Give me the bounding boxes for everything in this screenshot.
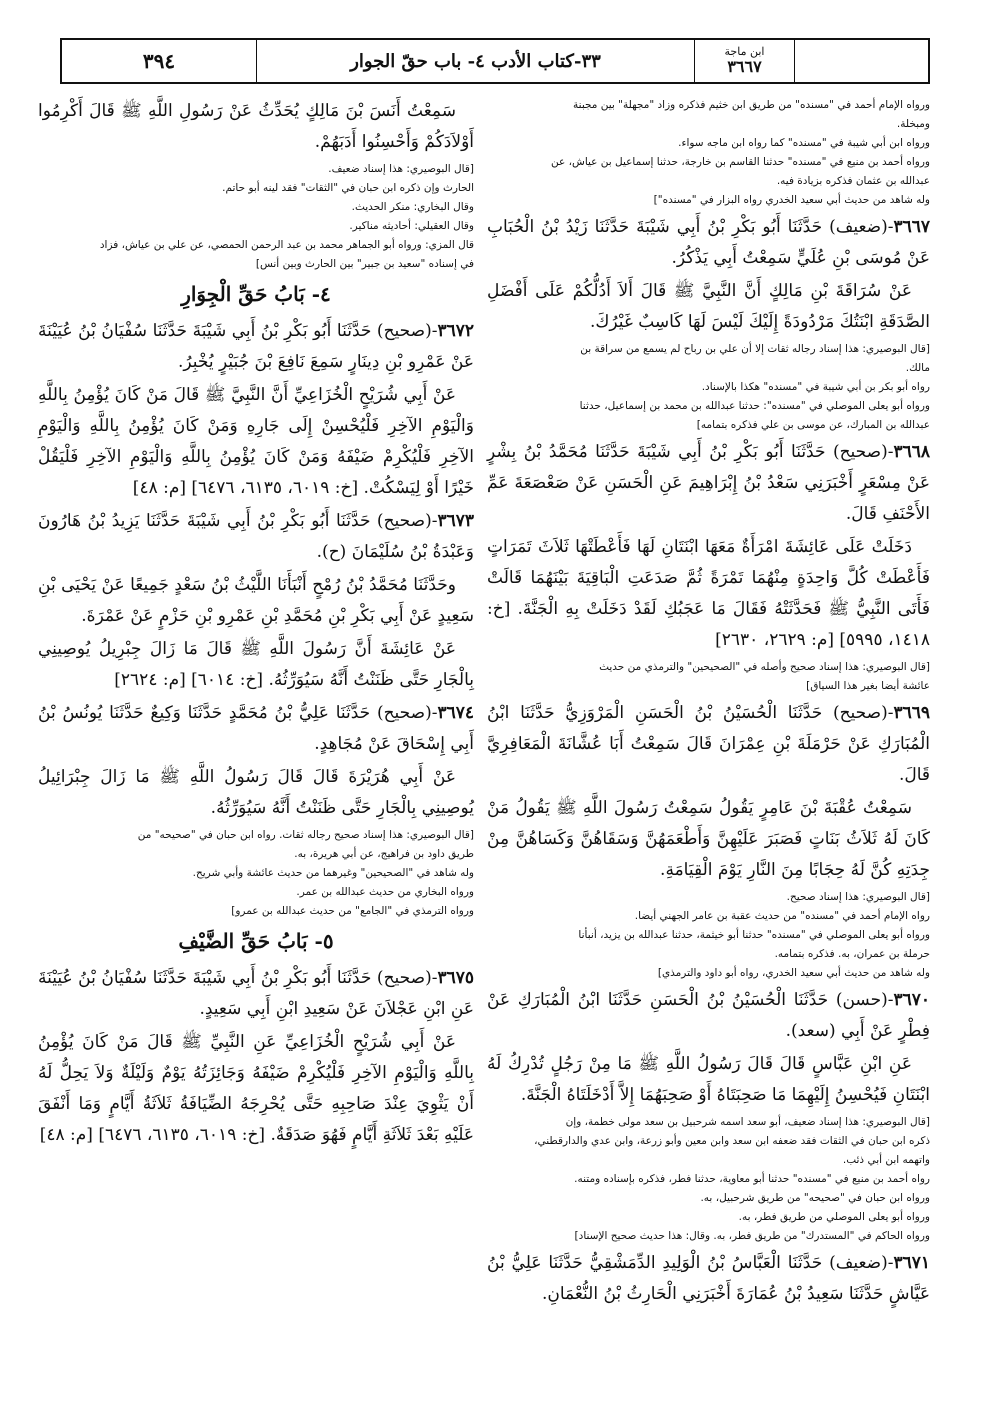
- isnad-text: -(ضعيف) حَدَّثَنَا أَبُو بَكْرِ بْنُ أَبِي شَيْبَةَ حَدَّثَنَا زَيْدُ بْنُ الْحُبَابِ عَنْ مُوسَى بْنِ عُلَيٍّ سَمِعْتُ أَبِي يَذْكُرُ.: [487, 217, 930, 268]
- header-empty-cell: [794, 40, 928, 82]
- isnad-text: -(صحيح) حَدَّثَنَا أَبُو بَكْرِ بْنُ أَبِي شَيْبَةَ حَدَّثَنَا يَزِيدُ بْنُ هَارُونَ وَعَبْدَةُ بْنُ سُلَيْمَانَ (ح).: [38, 511, 474, 562]
- hadith-text: وحَدَّثَنَا مُحَمَّدُ بْنُ رُمْحٍ أَنْبَأَنَا اللَّيْثُ بْنُ سَعْدٍ جَمِيعًا عَنْ يَحْيَى بْنِ سَعِيدٍ عَنْ أَبِي بَكْرِ بْنِ مُحَمَّدِ بْنِ عَمْرِو بْنِ حَزْمٍ عَنْ عَمْرَةَ.: [38, 575, 474, 626]
- footnote-line: وله شاهد في "الصحيحين" وغيرهما من حديث عائشة وأبي شريح.: [192, 867, 474, 879]
- footnote-line: ورواه الإمام أحمد في "مسنده" من طريق ابن خثيم فذكره وزاد "مجهلة" بين مجبنة: [573, 99, 930, 111]
- footnote-line: رواه الإمام أحمد في "مسنده" من حديث عقبة بن عامر الجهني أيضا.: [634, 910, 930, 922]
- footnote-line: عائشة أيضا بغير هذا السياق]: [806, 680, 930, 692]
- footnote-line: ورواه البخاري من حديث عبدالله بن عمر.: [296, 886, 474, 898]
- footnote-line: وله شاهد من حديث أبي سعيد الخدري رواه البزار في "مسنده"]: [653, 194, 930, 206]
- hadith-text: عَنْ أَبِي شُرَيْحٍ الْخُزَاعِيِّ أَنَّ النَّبِيَّ ﷺ قَالَ مَنْ كَانَ يُؤْمِنُ بِاللَّهِ وَالْيَوْمِ الآخِرِ فَلْيُحْسِنْ إِلَى جَارِهِ وَمَنْ كَانَ يُؤْمِنُ بِاللَّهِ وَالْيَوْمِ الآخِرِ فَلْيُكْرِمْ ضَيْفَهُ وَمَنْ كَانَ يُؤْمِنُ بِاللَّهِ وَالْيَوْمِ الآخِرِ فَلْيَقُلْ خَيْرًا أَوْ لِيَسْكُتْ. [خ: ٦٠١٩، ٦١٣٥، ٦٤٧٦] [م: ٤٨]: [38, 385, 474, 498]
- hadith-text: سَمِعْتُ عُقْبَةَ بْنَ عَامِرٍ يَقُولُ سَمِعْتُ رَسُولَ اللَّهِ ﷺ يَقُولُ مَنْ كَانَ لَهُ ثَلاَثُ بَنَاتٍ فَصَبَرَ عَلَيْهِنَّ وَأَطْعَمَهُنَّ وَسَقَاهُنَّ وَكَسَاهُنَّ مِنْ جِدَتِهِ كُنَّ لَهُ حِجَابًا مِنَ النَّارِ يَوْمَ الْقِيَامَةِ.: [487, 798, 930, 880]
- hadith-isnad: [487, 437, 930, 530]
- isnad-text: -(حسن) حَدَّثَنَا الْحُسَيْنُ بْنُ الْحَسَنِ حَدَّثَنَا ابْنُ الْمُبَارَكِ عَنْ فِطْرٍ عَنْ أَبِي (سعد).: [487, 990, 930, 1041]
- hadith-number: ٣٦٦٩: [893, 703, 930, 723]
- hadith-isnad: [487, 1248, 930, 1310]
- hadith-text: سَمِعْتُ أَنَسَ بْنَ مَالِكٍ يُحَدِّثُ عَنْ رَسُولِ اللَّهِ ﷺ قَالَ أَكْرِمُوا أَوْلاَدَكُمْ وَأَحْسِنُوا أَدَبَهُمْ.: [38, 101, 474, 152]
- footnote-line: [قال البوصيري: هذا إسناد رجاله ثقات إلا أن علي بن رباح لم يسمع من سراقة بن: [580, 343, 930, 355]
- footnote-block: [487, 658, 930, 696]
- hadith-number: ٣٦٦٨: [893, 442, 930, 462]
- footnote-line: عبدالله بن عثمان فذكره بزيادة فيه.: [776, 175, 930, 187]
- footnote-line: وله شاهد من حديث أبي سعيد الخدري، رواه أبو داود والترمذي]: [657, 967, 930, 979]
- footnote-line: [قال البوصيري: هذا إسناد ضعيف، أبو سعد اسمه شرحبيل بن سعد مولى خطمة، وإن: [565, 1116, 930, 1128]
- footnote-line: ورواه ابن أبي شيبة في "مسنده" كما رواه ابن ماجه سواء.: [678, 137, 930, 149]
- hadith-isnad: [487, 985, 930, 1047]
- footnote-line: [قال البوصيري: هذا إسناد صحيح وأصله في "الصحيحين" والترمذي من حديث: [599, 661, 930, 673]
- footnote-block: [487, 340, 930, 435]
- hadith-text: دَخَلَتْ عَلَى عَائِشَةَ امْرَأَةٌ مَعَهَا ابْنَتَانِ لَهَا فَأَعْطَتْهَا ثَلاَثَ تَمَرَاتٍ فَأَعْطَتْ كُلَّ وَاحِدَةٍ مِنْهُمَا تَمْرَةً ثُمَّ صَدَعَتِ الْبَاقِيَةَ بَيْنَهُمَا قَالَتْ فَأَتَى النَّبِيُّ ﷺ فَحَدَّثَتْهُ فَقَالَ مَا عَجَبُكِ لَقَدْ دَخَلَتْ بِهِ الْجَنَّةَ. [خ: ١٤١٨، ٥٩٩٥] [م: ٢٦٢٩، ٢٦٣٠]: [487, 537, 930, 650]
- hadith-number: ٣٦٦٧: [893, 217, 930, 237]
- footnote-line: [قال البوصيري: هذا إسناد صحيح.: [786, 891, 930, 903]
- hadith-text: عَنْ أَبِي هُرَيْرَةَ قَالَ قَالَ رَسُولُ اللَّهِ ﷺ مَا زَالَ جِبْرَائِيلُ يُوصِينِي بِالْجَارِ حَتَّى ظَنَنْتُ أَنَّهُ سَيُوَرِّثُهُ.: [38, 767, 474, 818]
- hadith-text: عَنْ أَبِي شُرَيْحٍ الْخُزَاعِيِّ عَنِ النَّبِيِّ ﷺ قَالَ مَنْ كَانَ يُؤْمِنُ بِاللَّهِ وَالْيَوْمِ الآخِرِ فَلْيُكْرِمْ ضَيْفَهُ وَجَائِزَتُهُ يَوْمٌ وَلَيْلَةٌ وَلاَ يَحِلُّ لَهُ أَنْ يَثْوِيَ عِنْدَ صَاحِبِهِ حَتَّى يُحْرِجَهُ الضِّيَافَةُ ثَلاَثَةُ أَيَّامٍ وَمَا أَنْفَقَ عَلَيْهِ بَعْدَ ثَلاَثَةِ أَيَّامٍ فَهُوَ صَدَقَةٌ. [خ: ٦٠١٩، ٦١٣٥، ٦٤٧٦] [م: ٤٨]: [38, 1032, 474, 1145]
- footnote-line: واتهمه ابن أبي ذئب.: [842, 1154, 930, 1166]
- footnote-line: ورواه أبو يعلى الموصلي في "مسنده" حدثنا أبو خيثمة، حدثنا عبدالله بن يزيد، أنبأنا: [578, 929, 930, 941]
- footnote-line: ومبخلة.: [896, 118, 930, 130]
- hadith-number: ٣٦٧٣: [437, 511, 474, 531]
- footnote-block: [38, 160, 474, 274]
- footnote-block: [487, 96, 930, 210]
- footnote-line: ورواه أحمد بن منيع في "مسنده" حدثنا القاسم بن خارجة، حدثنا إسماعيل بن عياش، عن: [551, 156, 930, 168]
- reference-number: ٣٦٦٧: [727, 57, 762, 77]
- footnote-line: رواه أبو بكر بن أبي شيبة في "مسنده" هكذا بالإسناد.: [701, 381, 930, 393]
- hadith-text: عَنْ عَائِشَةَ أَنَّ رَسُولَ اللَّهِ ﷺ قَالَ مَا زَالَ جِبْرِيلُ يُوصِينِي بِالْجَارِ حَتَّى ظَنَنْتُ أَنَّهُ سَيُوَرِّثُهُ. [خ: ٦٠١٤] [م: ٢٦٢٤]: [38, 639, 474, 690]
- left-column: [38, 94, 474, 1373]
- hadith-reference-box: [694, 40, 794, 82]
- footnote-line: حرملة بن عمران، به. فذكره بتمامه.: [774, 948, 930, 960]
- section-heading: ٥- بَابُ حَقِّ الضَّيْفِ: [178, 929, 334, 953]
- hadith-isnad: [487, 212, 930, 274]
- right-column: [487, 94, 930, 1373]
- footnote-block: [487, 1113, 930, 1246]
- hadith-text: عَنْ سُرَاقَةَ بْنِ مَالِكٍ أَنَّ النَّبِيَّ ﷺ قَالَ أَلاَ أَدُلُّكُمْ عَلَى أَفْضَلِ الصَّدَقَةِ ابْنَتُكَ مَرْدُودَةً إِلَيْكَ لَيْسَ لَهَا كَاسِبٌ غَيْرُكَ.: [487, 281, 930, 332]
- hadith-number: ٣٦٧٥: [437, 968, 474, 988]
- footnote-line: عبدالله بن المبارك، عن موسى بن علي فذكره بتمامه]: [696, 419, 930, 431]
- reference-label: ابن ماجة: [724, 45, 765, 59]
- isnad-text: -(ضعيف) حَدَّثَنَا الْعَبَّاسُ بْنُ الْوَلِيدِ الدِّمَشْقِيُّ حَدَّثَنَا عَلِيُّ بْنُ عَيَّاشٍ حَدَّثَنَا سَعِيدُ بْنُ عُمَارَةَ أَخْبَرَنِي الْحَارِثُ بْنُ النُّعْمَانِ.: [487, 1253, 930, 1304]
- hadith-isnad: [38, 506, 474, 568]
- isnad-text: -(صحيح) حَدَّثَنَا الْحُسَيْنُ بْنُ الْحَسَنِ الْمَرْوَزِيُّ حَدَّثَنَا ابْنُ الْمُبَارَكِ عَنْ حَرْمَلَةَ بْنِ عِمْرَانَ قَالَ سَمِعْتُ أَبَا عُشَّانَةَ الْمَعَافِرِيَّ قَالَ.: [487, 703, 930, 785]
- hadith-isnad: [487, 698, 930, 791]
- footnote-line: قال المزي: ورواه أبو الجماهر محمد بن عبد الرحمن الحمصي، عن علي بن عياش، فزاد: [99, 239, 474, 251]
- footnote-line: [قال البوصيري: هذا إسناد صحيح رجاله ثقات. رواه ابن حبان في "صحيحه" من: [137, 829, 474, 841]
- footnote-line: [قال البوصيري: هذا إسناد ضعيف.: [328, 163, 474, 175]
- footnote-line: ذكره ابن حبان في الثقات فقد ضعفه ابن سعد وابن معين وأبو زرعة، وابن عدي والدارقطني،: [534, 1135, 930, 1147]
- section-heading: ٤- بَابُ حَقِّ الْجِوَارِ: [181, 282, 331, 306]
- footnote-line: مالك.: [905, 362, 930, 374]
- hadith-isnad: [38, 698, 474, 760]
- hadith-number: ٣٦٧٠: [893, 990, 930, 1010]
- hadith-number: ٣٦٧٤: [437, 703, 474, 723]
- isnad-text: -(صحيح) حَدَّثَنَا عَلِيُّ بْنُ مُحَمَّدٍ حَدَّثَنَا وَكِيعٌ حَدَّثَنَا يُونُسُ بْنُ أَبِي إِسْحَاقَ عَنْ مُجَاهِدٍ.: [38, 703, 474, 754]
- hadith-isnad: [38, 316, 474, 378]
- footnote-line: وقال البخاري: منكر الحديث.: [351, 201, 474, 213]
- footnote-line: ورواه أبو يعلى الموصلي من طريق فطر، به.: [738, 1211, 930, 1223]
- chapter-title: ٣٣-كتاب الأدب ٤- باب حقّ الجوار: [256, 40, 694, 82]
- footnote-line: الحارث وإن ذكره ابن حبان في "الثقات" فقد لينه أبو حاتم.: [222, 182, 474, 194]
- footnote-line: ورواه أبو يعلى الموصلي في "مسنده": حدثنا عبدالله بن محمد بن إسماعيل، حدثنا: [579, 400, 930, 412]
- footnote-line: ورواه الترمذي في "الجامع" من حديث عبدالله بن عمرو]: [231, 905, 474, 917]
- isnad-text: -(صحيح) حَدَّثَنَا أَبُو بَكْرِ بْنُ أَبِي شَيْبَةَ حَدَّثَنَا سُفْيَانُ بْنُ عُيَيْنَةَ عَنْ عَمْرِو بْنِ دِينَارٍ سَمِعَ نَافِعَ بْنَ جُبَيْرٍ يُخْبِرُ.: [38, 321, 474, 372]
- hadith-isnad: [38, 963, 474, 1025]
- footnote-block: [487, 888, 930, 983]
- footnote-line: ورواه ابن حبان في "صحيحه" من طريق شرحبيل، به.: [700, 1192, 930, 1204]
- page-number: ٣٩٤: [142, 49, 176, 73]
- page-header: [60, 38, 930, 84]
- hadith-number: ٣٦٧٢: [437, 321, 474, 341]
- footnote-line: في إسناده "سعيد بن جبير" بين الحارث وبين أنس]: [255, 258, 474, 270]
- isnad-text: -(صحيح) حَدَّثَنَا أَبُو بَكْرِ بْنُ أَبِي شَيْبَةَ حَدَّثَنَا سُفْيَانُ بْنُ عُيَيْنَةَ عَنِ ابْنِ عَجْلاَنَ عَنْ سَعِيدِ ابْنِ أَبِي سَعِيدٍ.: [38, 968, 474, 1019]
- footnote-block: [38, 826, 474, 921]
- footnote-line: طريق داود بن فراهيج، عن أبي هريرة، به.: [294, 848, 474, 860]
- isnad-text: -(صحيح) حَدَّثَنَا أَبُو بَكْرِ بْنُ أَبِي شَيْبَةَ حَدَّثَنَا مُحَمَّدُ بْنُ بِشْرٍ عَنْ مِسْعَرٍ أَخْبَرَنِي سَعْدُ بْنُ إِبْرَاهِيمَ عَنِ الْحَسَنِ عَنْ صَعْصَعَةَ عَمِّ الأَحْنَفِ قَالَ.: [487, 442, 930, 524]
- footnote-line: ورواه الحاكم في "المستدرك" من طريق فطر، به. وقال: هذا حديث صحيح الإسناد]: [574, 1230, 930, 1242]
- hadith-number: ٣٦٧١: [893, 1253, 930, 1273]
- footnote-line: وقال العقيلي: أحاديثه مناكير.: [349, 220, 474, 232]
- footnote-line: رواه أحمد بن منيع في "مسنده" حدثنا أبو معاوية، حدثنا فطر، فذكره بإسناده ومتنه.: [574, 1173, 930, 1185]
- hadith-text: عَنِ ابْنِ عَبَّاسٍ قَالَ قَالَ رَسُولُ اللَّهِ ﷺ مَا مِنْ رَجُلٍ تُدْرِكُ لَهُ ابْنَتَانِ فَيُحْسِنُ إِلَيْهِمَا مَا صَحِبَتَاهُ أَوْ صَحِبَهُمَا إِلاَّ أَدْخَلَتَاهُ الْجَنَّةَ.: [487, 1054, 930, 1105]
